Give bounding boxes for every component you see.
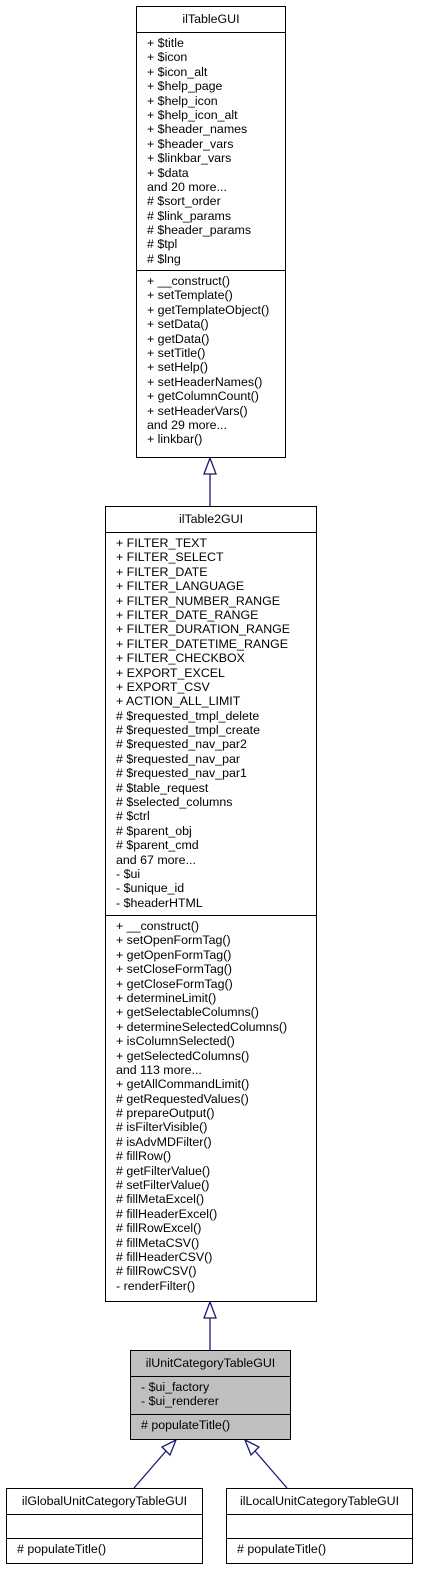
method-item: + getData(): [147, 331, 210, 346]
attribute-item: # $lng: [147, 251, 181, 266]
attribute-item: + EXPORT_EXCEL: [116, 665, 225, 680]
method-item: # isFilterVisible(): [116, 1120, 208, 1135]
method-item: + setOpenFormTag(): [116, 933, 231, 948]
attribute-item: - $ui_factory: [141, 1380, 210, 1394]
method-item: and 113 more...: [116, 1062, 202, 1077]
attribute-item: # $link_params: [147, 208, 232, 223]
attribute-item: - $unique_id: [116, 881, 185, 896]
attribute-item: # $parent_obj: [116, 823, 192, 838]
edge-global-to-unitcat: [134, 1451, 166, 1488]
attribute-item: + $icon: [147, 50, 188, 65]
method-item: + setData(): [147, 317, 209, 332]
attribute-item: and 67 more...: [116, 852, 196, 867]
method-item: # fillRowExcel(): [116, 1221, 202, 1236]
method-item: + setTitle(): [147, 345, 206, 360]
methods-section: [137, 271, 285, 450]
attribute-item: + EXPORT_CSV: [116, 679, 210, 694]
method-item: + __construct(): [116, 919, 199, 933]
attribute-item: - $ui_renderer: [141, 1394, 219, 1409]
method-item: + setTemplate(): [147, 288, 233, 303]
method-item: + setCloseFormTag(): [116, 962, 233, 977]
attribute-item: + FILTER_NUMBER_RANGE: [116, 593, 280, 608]
class-name: ilUnitCategoryTableGUI: [131, 1351, 290, 1377]
method-item: + getSelectableColumns(): [116, 1005, 259, 1020]
attribute-item: + $linkbar_vars: [147, 151, 232, 166]
method-item: + getTemplateObject(): [147, 302, 270, 317]
attribute-item: # $requested_tmpl_create: [116, 723, 260, 738]
attribute-item: # $parent_cmd: [116, 838, 199, 853]
class-ilglobalunitcategorytablegui[interactable]: [6, 1488, 203, 1564]
attribute-item: + $header_names: [147, 122, 248, 137]
attribute-item: + FILTER_SELECT: [116, 550, 224, 565]
method-item: # fillHeaderExcel(): [116, 1206, 218, 1221]
attribute-item: + $help_page: [147, 79, 223, 94]
attribute-item: + $title: [147, 36, 184, 50]
attribute-item: + ACTION_ALL_LIMIT: [116, 694, 241, 709]
methods-section: [7, 1539, 202, 1559]
class-ilunitcategorytablegui[interactable]: [130, 1350, 291, 1440]
class-name: ilGlobalUnitCategoryTableGUI: [7, 1489, 202, 1515]
attributes-section: [106, 533, 316, 916]
method-item: + getOpenFormTag(): [116, 947, 232, 962]
method-item: # fillMetaCSV(): [116, 1235, 200, 1250]
attribute-item: # $tpl: [147, 237, 178, 252]
attribute-item: # $selected_columns: [116, 795, 233, 810]
attribute-item: + FILTER_DATE: [116, 564, 208, 579]
method-item: + determineSelectedColumns(): [116, 1019, 288, 1034]
method-item: + getSelectedColumns(): [116, 1048, 250, 1063]
class-iltablegui[interactable]: [136, 6, 286, 458]
method-item: + setHelp(): [147, 360, 208, 375]
attribute-item: # $table_request: [116, 780, 209, 795]
method-item: + linkbar(): [147, 432, 203, 447]
attributes-section: [131, 1377, 290, 1415]
attribute-item: + FILTER_DURATION_RANGE: [116, 622, 291, 637]
method-item: # getRequestedValues(): [116, 1091, 249, 1106]
method-item: # setFilterValue(): [116, 1178, 210, 1193]
attribute-item: # $requested_nav_par2: [116, 737, 247, 752]
class-illocalunitcategorytablegui[interactable]: [226, 1488, 413, 1564]
method-item: + getAllCommandLimit(): [116, 1077, 250, 1092]
method-item: + __construct(): [147, 274, 230, 288]
method-item: # isAdvMDFilter(): [116, 1134, 212, 1149]
attributes-section: [7, 1515, 202, 1539]
attributes-section: [227, 1515, 412, 1539]
method-item: and 29 more...: [147, 417, 227, 432]
method-item: + setHeaderNames(): [147, 374, 263, 389]
class-name: ilLocalUnitCategoryTableGUI: [227, 1489, 412, 1515]
method-item: # populateTitle(): [237, 1542, 327, 1556]
method-item: + getCloseFormTag(): [116, 976, 233, 991]
class-name: ilTable2GUI: [106, 507, 316, 533]
method-item: # fillHeaderCSV(): [116, 1249, 213, 1264]
method-item: # populateTitle(): [141, 1418, 231, 1432]
method-item: # prepareOutput(): [116, 1106, 215, 1121]
class-iltable2gui[interactable]: [105, 506, 317, 1302]
attribute-item: # $requested_nav_par1: [116, 766, 247, 781]
attribute-item: + FILTER_DATETIME_RANGE: [116, 636, 289, 651]
method-item: + isColumnSelected(): [116, 1034, 235, 1049]
attribute-item: + FILTER_LANGUAGE: [116, 579, 245, 594]
method-item: # fillRowCSV(): [116, 1264, 197, 1279]
attribute-item: # $requested_tmpl_delete: [116, 708, 260, 723]
attribute-item: + $help_icon_alt: [147, 107, 238, 122]
attribute-item: + $help_icon: [147, 93, 218, 108]
attribute-item: + $icon_alt: [147, 64, 208, 79]
attribute-item: # $sort_order: [147, 194, 221, 209]
method-item: # populateTitle(): [17, 1542, 107, 1556]
edge-arrowhead-table2: [204, 1302, 216, 1318]
method-item: + determineLimit(): [116, 990, 217, 1005]
attribute-item: # $ctrl: [116, 809, 150, 824]
methods-section: [227, 1539, 412, 1559]
method-item: - renderFilter(): [116, 1278, 196, 1293]
attributes-section: [137, 33, 285, 271]
attribute-item: + FILTER_CHECKBOX: [116, 651, 245, 666]
attribute-item: - $headerHTML: [116, 895, 203, 910]
methods-section: [106, 916, 316, 1296]
methods-section: [131, 1415, 290, 1435]
attribute-item: # $requested_nav_par: [116, 751, 241, 766]
method-item: # fillRow(): [116, 1149, 172, 1164]
method-item: + getColumnCount(): [147, 389, 259, 404]
attribute-item: # $header_params: [147, 223, 252, 238]
attribute-item: + FILTER_TEXT: [116, 536, 207, 550]
class-name: ilTableGUI: [137, 7, 285, 33]
attribute-item: - $ui: [116, 866, 141, 881]
method-item: # getFilterValue(): [116, 1163, 211, 1178]
method-item: + setHeaderVars(): [147, 403, 248, 418]
edge-local-to-unitcat: [255, 1451, 287, 1488]
edge-arrowhead-table: [204, 458, 216, 474]
attribute-item: + $data: [147, 165, 189, 180]
attribute-item: + $header_vars: [147, 136, 234, 151]
attribute-item: + FILTER_DATE_RANGE: [116, 607, 259, 622]
attribute-item: and 20 more...: [147, 179, 227, 194]
method-item: # fillMetaExcel(): [116, 1192, 205, 1207]
